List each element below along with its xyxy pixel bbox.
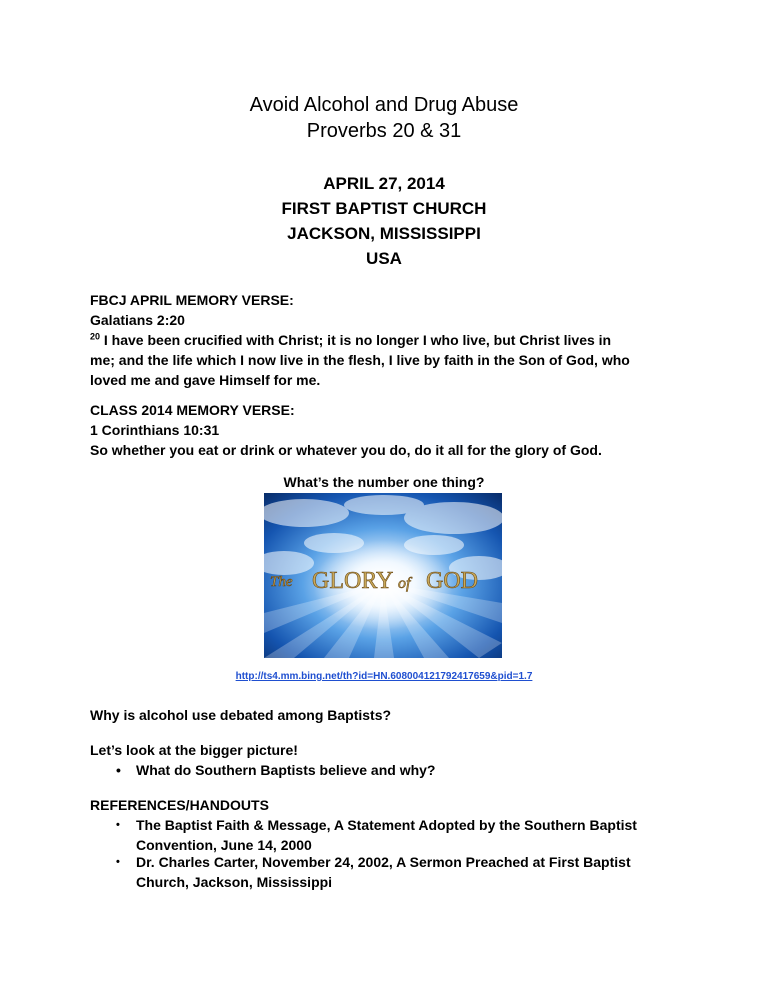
fbcj-verse-line-2: me; and the life which I now live in the flesh, I live by faith in the Son of God, who	[90, 352, 630, 368]
image-caption-glory: GLORY	[312, 568, 394, 594]
reference-item-1-line-1: The Baptist Faith & Message, A Statement Adopted by the Southern Baptist	[136, 817, 637, 833]
church-city: JACKSON, MISSISSIPPI	[287, 224, 481, 243]
bullet-dot: •	[116, 856, 120, 868]
bigger-picture-bullet: What do Southern Baptists believe and why?	[136, 762, 436, 778]
verse-number: 20	[90, 331, 101, 342]
church-name: FIRST BAPTIST CHURCH	[281, 199, 487, 218]
references-heading: REFERENCES/HANDOUTS	[90, 797, 269, 813]
image-caption-the: The	[270, 574, 293, 590]
page-title: Avoid Alcohol and Drug Abuse	[249, 94, 519, 116]
bigger-picture-intro: Let’s look at the bigger picture!	[90, 742, 298, 758]
reference-item-2-line-2: Church, Jackson, Mississippi	[136, 874, 333, 890]
image-caption-of: of	[398, 575, 411, 592]
bullet-dot: •	[116, 762, 121, 778]
debate-question: Why is alcohol use debated among Baptists?	[90, 707, 392, 723]
fbcj-verse-heading: FBCJ APRIL MEMORY VERSE:	[90, 292, 294, 308]
church-country: USA	[366, 249, 402, 268]
lesson-date: APRIL 27, 2014	[323, 174, 445, 193]
image-source-link[interactable]: http://ts4.mm.bing.net/th?id=HN.608004121792417659&pid=1.7	[235, 671, 533, 682]
class-verse-heading: CLASS 2014 MEMORY VERSE:	[90, 402, 295, 418]
reference-item-1-line-2: Convention, June 14, 2000	[136, 837, 312, 853]
fbcj-verse-reference: Galatians 2:20	[90, 312, 185, 328]
reference-item-2-line-1: Dr. Charles Carter, November 24, 2002, A Sermon Preached at First Baptist	[136, 854, 631, 870]
glory-of-god-image	[264, 493, 502, 658]
page-subtitle: Proverbs 20 & 31	[306, 120, 462, 142]
number-one-question: What’s the number one thing?	[283, 474, 485, 490]
bullet-dot: •	[116, 819, 120, 831]
fbcj-verse-line-3: loved me and gave Himself for me.	[90, 372, 321, 388]
class-verse-reference: 1 Corinthians 10:31	[90, 422, 220, 438]
image-caption-god: GOD	[426, 568, 478, 594]
class-verse-text: So whether you eat or drink or whatever you do, do it all for the glory of God.	[90, 442, 602, 458]
fbcj-verse-line-1: $^{20}$ I have been crucified with Christ; it is no longer I who live, but Christ lives in	[90, 331, 612, 348]
